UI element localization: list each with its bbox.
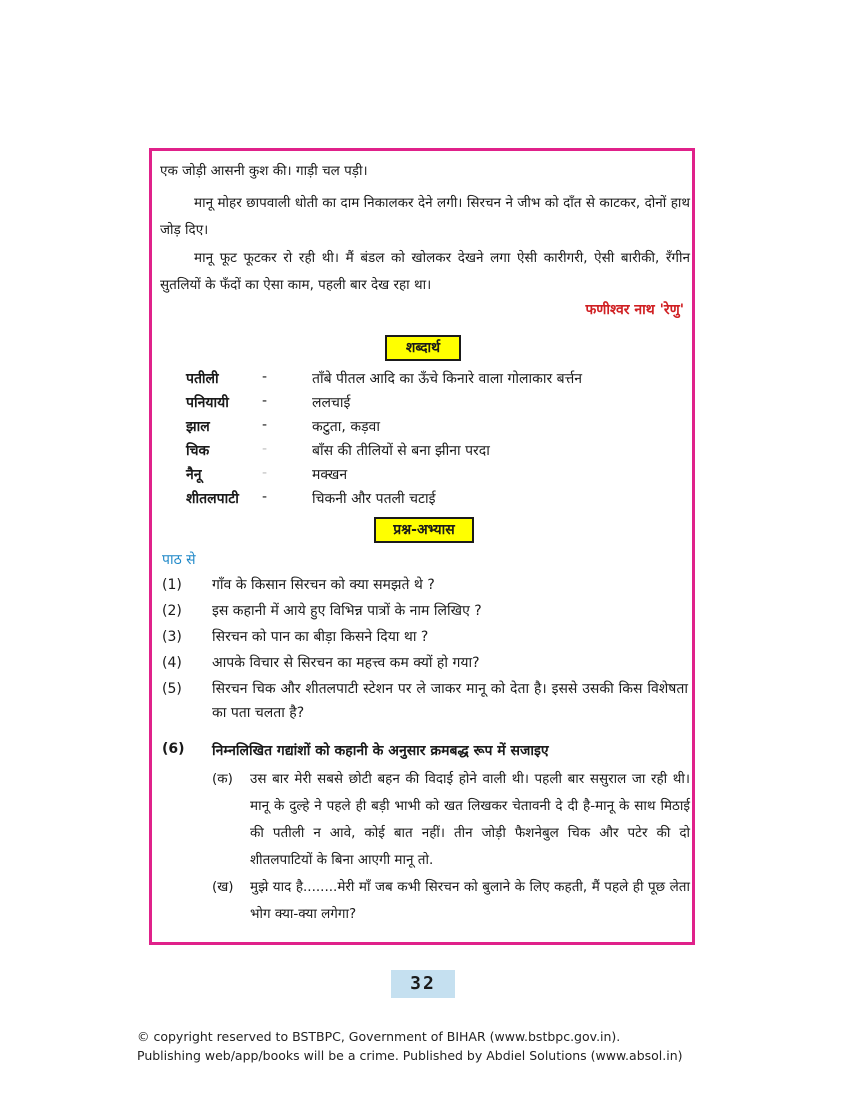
glossary-meaning: ताँबे पीतल आदि का ऊँचे किनारे वाला गोलाकार बर्त्तन (312, 371, 583, 387)
question-text: निम्नलिखित गद्यांशों को कहानी के अनुसार क्रमबद्ध रूप में सजाइए (212, 743, 549, 759)
question-number: (5) (162, 681, 182, 697)
passage-text: उस बार मेरी सबसे छोटी बहन की विदाई होने वाली थी। पहली बार ससुराल जा रही थी। मानू के दुल्हे ने पहले ही बड़ी भाभी को खत लिखकर चेतावनी दे दी है-मानू के साथ मिठाई की पतीली न आवे, कोई बात नहीं। तीन जोड़ी फैशनेबुल चिक और पटेर की दो शीतलपाटियों के बिना आएगी मानू तो. (250, 771, 690, 868)
question-number: (2) (162, 603, 182, 619)
section-label: पाठ से (162, 552, 196, 568)
question-number: (6) (162, 741, 185, 757)
glossary-term: नैनू (186, 467, 202, 483)
glossary-meaning: बाँस की तीलियों से बना झीना परदा (312, 443, 490, 459)
story-paragraph-3: मानू फूट फूटकर रो रही थी। मैं बंडल को खोलकर देखने लगा ऐसी कारीगरी, ऐसी बारीकी, रँगीन सुतलियों के फँदों का ऐसा काम, पहली बार देख रहा था। (160, 250, 690, 293)
story-paragraph-2: मानू मोहर छापवाली धोती का दाम निकालकर देने लगी। सिरचन ने जीभ को दाँत से काटकर, दोनों हाथ जोड़ दिए। (160, 195, 690, 238)
glossary-dash: - (262, 465, 268, 481)
glossary-row (186, 417, 656, 439)
copyright-footer (137, 1027, 683, 1065)
glossary-term: पतीली (186, 371, 219, 387)
question-text: इस कहानी में आये हुए विभिन्न पात्रों के नाम लिखिए ? (212, 603, 482, 619)
footer-line-2: Publishing web/app/books will be a crime. Published by Abdiel Solutions (www.absol.in) (137, 1048, 683, 1063)
glossary-meaning: कटुता, कड़वा (312, 419, 380, 435)
exercise-heading: प्रश्न-अभ्यास (374, 517, 474, 543)
question-6-heading (162, 741, 549, 759)
question-number: (4) (162, 655, 182, 671)
passage-text: मुझे याद है........मेरी माँ जब कभी सिरचन को बुलाने के लिए कहती, मैं पहले ही पूछ लेता भोग क्या-क्या लगेगा? (250, 879, 690, 922)
glossary-row (186, 441, 656, 463)
glossary-heading: शब्दार्थ (385, 335, 461, 361)
glossary-term: शीतलपाटी (186, 491, 239, 507)
passage-mark: (क) (212, 771, 233, 787)
glossary-dash: - (262, 393, 268, 409)
glossary-meaning: मक्खन (312, 467, 348, 483)
glossary-dash: - (262, 369, 268, 385)
glossary-row (186, 489, 656, 511)
passage-mark: (ख) (212, 879, 234, 895)
glossary-term: झाल (186, 419, 210, 435)
glossary-dash: - (262, 489, 268, 505)
author-name: फणीश्वर नाथ 'रेणु' (585, 302, 684, 318)
question-text: गाँव के किसान सिरचन को क्या समझते थे ? (212, 577, 435, 593)
glossary-row (186, 369, 656, 391)
footer-line-1: © copyright reserved to BSTBPC, Government of BIHAR (www.bstbpc.gov.in). (137, 1029, 621, 1044)
story-paragraph-1: एक जोड़ी आसनी कुश की। गाड़ी चल पड़ी। (160, 163, 368, 179)
question-number: (1) (162, 577, 182, 593)
glossary-term: पनियायी (186, 395, 229, 411)
glossary-term: चिक (186, 443, 210, 459)
question-text: सिरचन चिक और शीतलपाटी स्टेशन पर ले जाकर मानू को देता है। इससे उसकी किस विशेषता का पता चलता है? (212, 681, 688, 721)
glossary-dash: - (262, 417, 268, 433)
glossary-dash: - (262, 441, 268, 457)
question-text: आपके विचार से सिरचन का महत्त्व कम क्यों हो गया? (212, 655, 480, 671)
question-text: सिरचन को पान का बीड़ा किसने दिया था ? (212, 629, 429, 645)
glossary-row (186, 465, 656, 487)
glossary-meaning: चिकनी और पतली चटाई (312, 491, 436, 507)
glossary-row (186, 393, 656, 415)
question-number: (3) (162, 629, 182, 645)
page-number: 32 (391, 970, 455, 998)
glossary-meaning: ललचाई (312, 395, 351, 411)
